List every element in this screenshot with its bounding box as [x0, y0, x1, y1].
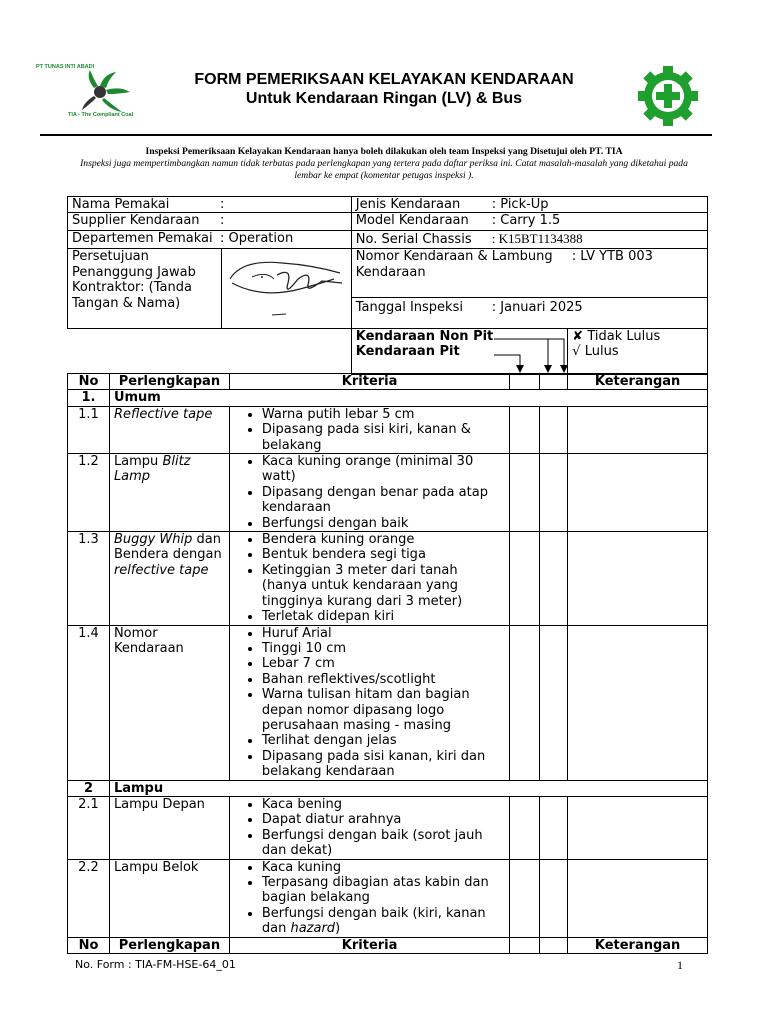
row-item-text: Lampu Belok	[113, 859, 199, 875]
lulus-legend: √ Lulus	[572, 344, 619, 360]
note-line-1: Inspeksi Pemeriksaan Kelayakan Kendaraan hanya boleh dilakukan oleh team Inspeksi yang Disetujui oleh PT. TIA	[145, 146, 623, 157]
keterangan-cell[interactable]	[568, 406, 708, 453]
row-item	[109, 406, 229, 453]
criteria-item: • Warna putih lebar 5 cm	[262, 407, 505, 422]
criteria-item: • Berfungsi dengan baik (sorot jauh dan dekat)	[262, 828, 505, 859]
nama-pemakai-cell	[68, 197, 352, 213]
check-cell[interactable]	[510, 625, 540, 780]
check-cell[interactable]	[510, 406, 540, 453]
nomor-label: Nomor Kendaraan & Lambung Kendaraan	[351, 249, 568, 297]
keterangan-cell[interactable]	[568, 625, 708, 780]
row-no: 2.1	[68, 796, 110, 859]
row-item-text: dan Bendera dengan	[113, 532, 222, 563]
nomor-value: : LV YTB 003	[568, 249, 708, 297]
criteria-item: • Dipasang pada sisi kanan, kiri dan belakang kendaraan	[262, 749, 505, 780]
table-row	[68, 625, 708, 780]
persetujuan-label: Persetujuan Penanggung Jawab Kontraktor: (Tanda Tangan & Nama)	[68, 249, 222, 328]
row-item-text: Lampu Depan	[113, 796, 205, 812]
section-title: Lampu	[109, 780, 707, 796]
criteria-item: • Bendera kuning orange	[262, 532, 505, 547]
tanggal-label: Tanggal Inspeksi	[355, 299, 463, 315]
jenis-cell	[351, 197, 707, 213]
criteria-item: • Terlihat dengan jelas	[262, 733, 505, 748]
row-no: 1.3	[68, 532, 110, 625]
criteria-item: • Kaca kuning orange (minimal 30 watt)	[262, 454, 505, 485]
criteria-item	[262, 906, 505, 937]
criteria-item: • Huruf Arial	[262, 626, 505, 641]
nama-pemakai-label: Nama Pemakai	[72, 197, 170, 212]
inspection-table	[67, 373, 708, 954]
row-no: 2.2	[68, 859, 110, 937]
form-title	[150, 70, 618, 108]
company-logo	[36, 64, 146, 126]
title-line-2: Untuk Kendaraan Ringan (LV) & Bus	[245, 90, 523, 107]
section-row	[68, 780, 708, 796]
table-footer-header-row	[68, 937, 708, 953]
supplier-value: :	[220, 213, 225, 229]
criteria-item: • Ketinggian 3 meter dari tanah (hanya untuk kendaraan yang tingginya kurang dari 3 meter)	[262, 563, 505, 609]
row-item	[109, 532, 229, 625]
header-keterangan: Keterangan	[568, 374, 708, 390]
keterangan-cell[interactable]	[568, 796, 708, 859]
row-criteria	[229, 454, 509, 532]
row-criteria	[229, 532, 509, 625]
table-row	[68, 859, 708, 937]
model-label: Model Kendaraan	[355, 213, 469, 229]
criteria-item: • Terletak didepan kiri	[262, 609, 505, 624]
section-no: 2	[68, 780, 110, 796]
row-item-text: Reflective tape	[113, 406, 213, 422]
keterangan-cell[interactable]	[568, 454, 708, 532]
check-cell[interactable]	[510, 532, 540, 625]
jenis-value: : Pick-Up	[491, 197, 549, 212]
row-item	[109, 859, 229, 937]
nama-pemakai-value: :	[220, 197, 225, 212]
criteria-item: • Berfungsi dengan baik	[262, 516, 505, 531]
supplier-label: Supplier Kendaraan	[72, 213, 200, 229]
page-number: 1	[677, 958, 683, 972]
departemen-value: : Operation	[220, 231, 294, 247]
criteria-text: Berfungsi dengan baik (kiri, kanan dan	[261, 905, 486, 937]
serial-value: : K15BT1134388	[491, 231, 583, 247]
header-check-1	[510, 374, 540, 390]
header-no: No	[68, 374, 110, 390]
check-cell[interactable]	[510, 859, 540, 937]
header-check-2	[540, 374, 568, 390]
jenis-label: Jenis Kendaraan	[355, 197, 461, 212]
criteria-item: • Dapat diatur arahnya	[262, 812, 505, 827]
header-perlengkapan: Perlengkapan	[109, 374, 229, 390]
table-row	[68, 454, 708, 532]
tanggal-cell	[351, 297, 707, 328]
row-no: 1.1	[68, 406, 110, 453]
check-cell[interactable]	[540, 625, 568, 780]
check-cell[interactable]	[510, 796, 540, 859]
table-header-row	[68, 374, 708, 390]
criteria-item: • Kaca kuning	[262, 860, 505, 875]
arrow-connectors-icon	[494, 335, 570, 375]
kendaraan-type-cell	[351, 328, 568, 374]
serial-cell	[351, 231, 707, 249]
check-cell[interactable]	[540, 859, 568, 937]
title-line-1: FORM PEMERIKSAAN KELAYAKAN KENDARAAN	[194, 71, 574, 88]
pit-label: Kendaraan Pit	[355, 344, 460, 360]
signature-cell	[221, 249, 351, 328]
inspection-note	[78, 146, 690, 182]
footer-header-no: No	[68, 937, 110, 953]
form-number: No. Form : TIA-FM-HSE-64_01	[75, 958, 236, 971]
criteria-item: • Lebar 7 cm	[262, 656, 505, 671]
safety-gear-icon	[636, 64, 700, 128]
row-item-italic: Buggy Whip	[113, 532, 193, 548]
criteria-item: • Tinggi 10 cm	[262, 641, 505, 656]
keterangan-cell[interactable]	[568, 532, 708, 625]
row-item-italic: Blitz Lamp	[113, 454, 191, 485]
criteria-end: )	[335, 921, 341, 937]
keterangan-cell[interactable]	[568, 859, 708, 937]
criteria-item: • Bentuk bendera segi tiga	[262, 547, 505, 562]
check-cell[interactable]	[540, 532, 568, 625]
criteria-item: • Kaca bening	[262, 797, 505, 812]
supplier-cell	[68, 213, 352, 231]
footer-header-check-2	[540, 937, 568, 953]
row-item-text: Nomor Kendaraan	[113, 625, 184, 656]
row-no: 1.4	[68, 625, 110, 780]
model-cell	[351, 213, 707, 231]
model-value: : Carry 1.5	[491, 213, 561, 229]
blank-cell	[68, 328, 352, 374]
section-title: Umum	[109, 390, 707, 406]
row-item-italic-2: relfective tape	[113, 562, 209, 578]
criteria-item: • Warna tulisan hitam dan bagian depan nomor dipasang logo perusahaan masing - masing	[262, 687, 505, 733]
criteria-item: • Bahan reflektives/scotlight	[262, 672, 505, 687]
criteria-item: • Dipasang pada sisi kiri, kanan & belakang	[262, 422, 505, 453]
company-name: PT TUNAS INTI ABADI	[36, 64, 95, 70]
serial-label: No. Serial Chassis	[355, 232, 472, 248]
table-row	[68, 406, 708, 453]
table-row	[68, 796, 708, 859]
leaf-logo-icon	[80, 70, 140, 114]
check-cell[interactable]	[540, 796, 568, 859]
row-item	[109, 454, 229, 532]
table-row	[68, 532, 708, 625]
departemen-cell	[68, 231, 352, 249]
vehicle-info-table	[67, 196, 708, 375]
row-criteria	[229, 796, 509, 859]
departemen-label: Departemen Pemakai	[72, 231, 213, 247]
tidak-lulus-legend: ✘ Tidak Lulus	[572, 328, 661, 344]
row-item	[109, 796, 229, 859]
criteria-item: • Terpasang dibagian atas kabin dan bagian belakang	[262, 875, 505, 906]
tanggal-value: : Januari 2025	[491, 299, 583, 315]
footer-header-check-1	[510, 937, 540, 953]
criteria-item: • Dipasang dengan benar pada atap kendaraan	[262, 485, 505, 516]
row-item	[109, 625, 229, 780]
row-criteria	[229, 625, 509, 780]
row-criteria	[229, 406, 509, 453]
legend-cell	[568, 328, 708, 374]
criteria-italic: hazard	[290, 921, 336, 937]
note-line-2: Inspeksi juga mempertimbangkan namun tidak terbatas pada perlengkapan yang tertera pada daftar periksa ini. Catat masalah-masalah yang diketahui pada lembar ke empat (komentar petugas inspeksi ).	[80, 158, 688, 181]
row-criteria	[229, 859, 509, 937]
header-divider	[40, 134, 712, 136]
footer-header-keterangan: Keterangan	[568, 937, 708, 953]
row-no: 1.2	[68, 454, 110, 532]
company-tagline: TIA - The Compliant Coal	[68, 112, 134, 118]
header-kriteria: Kriteria	[229, 374, 509, 390]
footer-header-kriteria: Kriteria	[229, 937, 509, 953]
check-cell[interactable]	[510, 454, 540, 532]
section-row	[68, 390, 708, 406]
section-no: 1.	[68, 390, 110, 406]
check-cell[interactable]	[540, 454, 568, 532]
row-item-text: Lampu	[113, 454, 163, 470]
non-pit-label: Kendaraan Non Pit	[355, 328, 494, 344]
footer-header-perlengkapan: Perlengkapan	[109, 937, 229, 953]
check-cell[interactable]	[540, 406, 568, 453]
signature-image	[222, 249, 350, 323]
